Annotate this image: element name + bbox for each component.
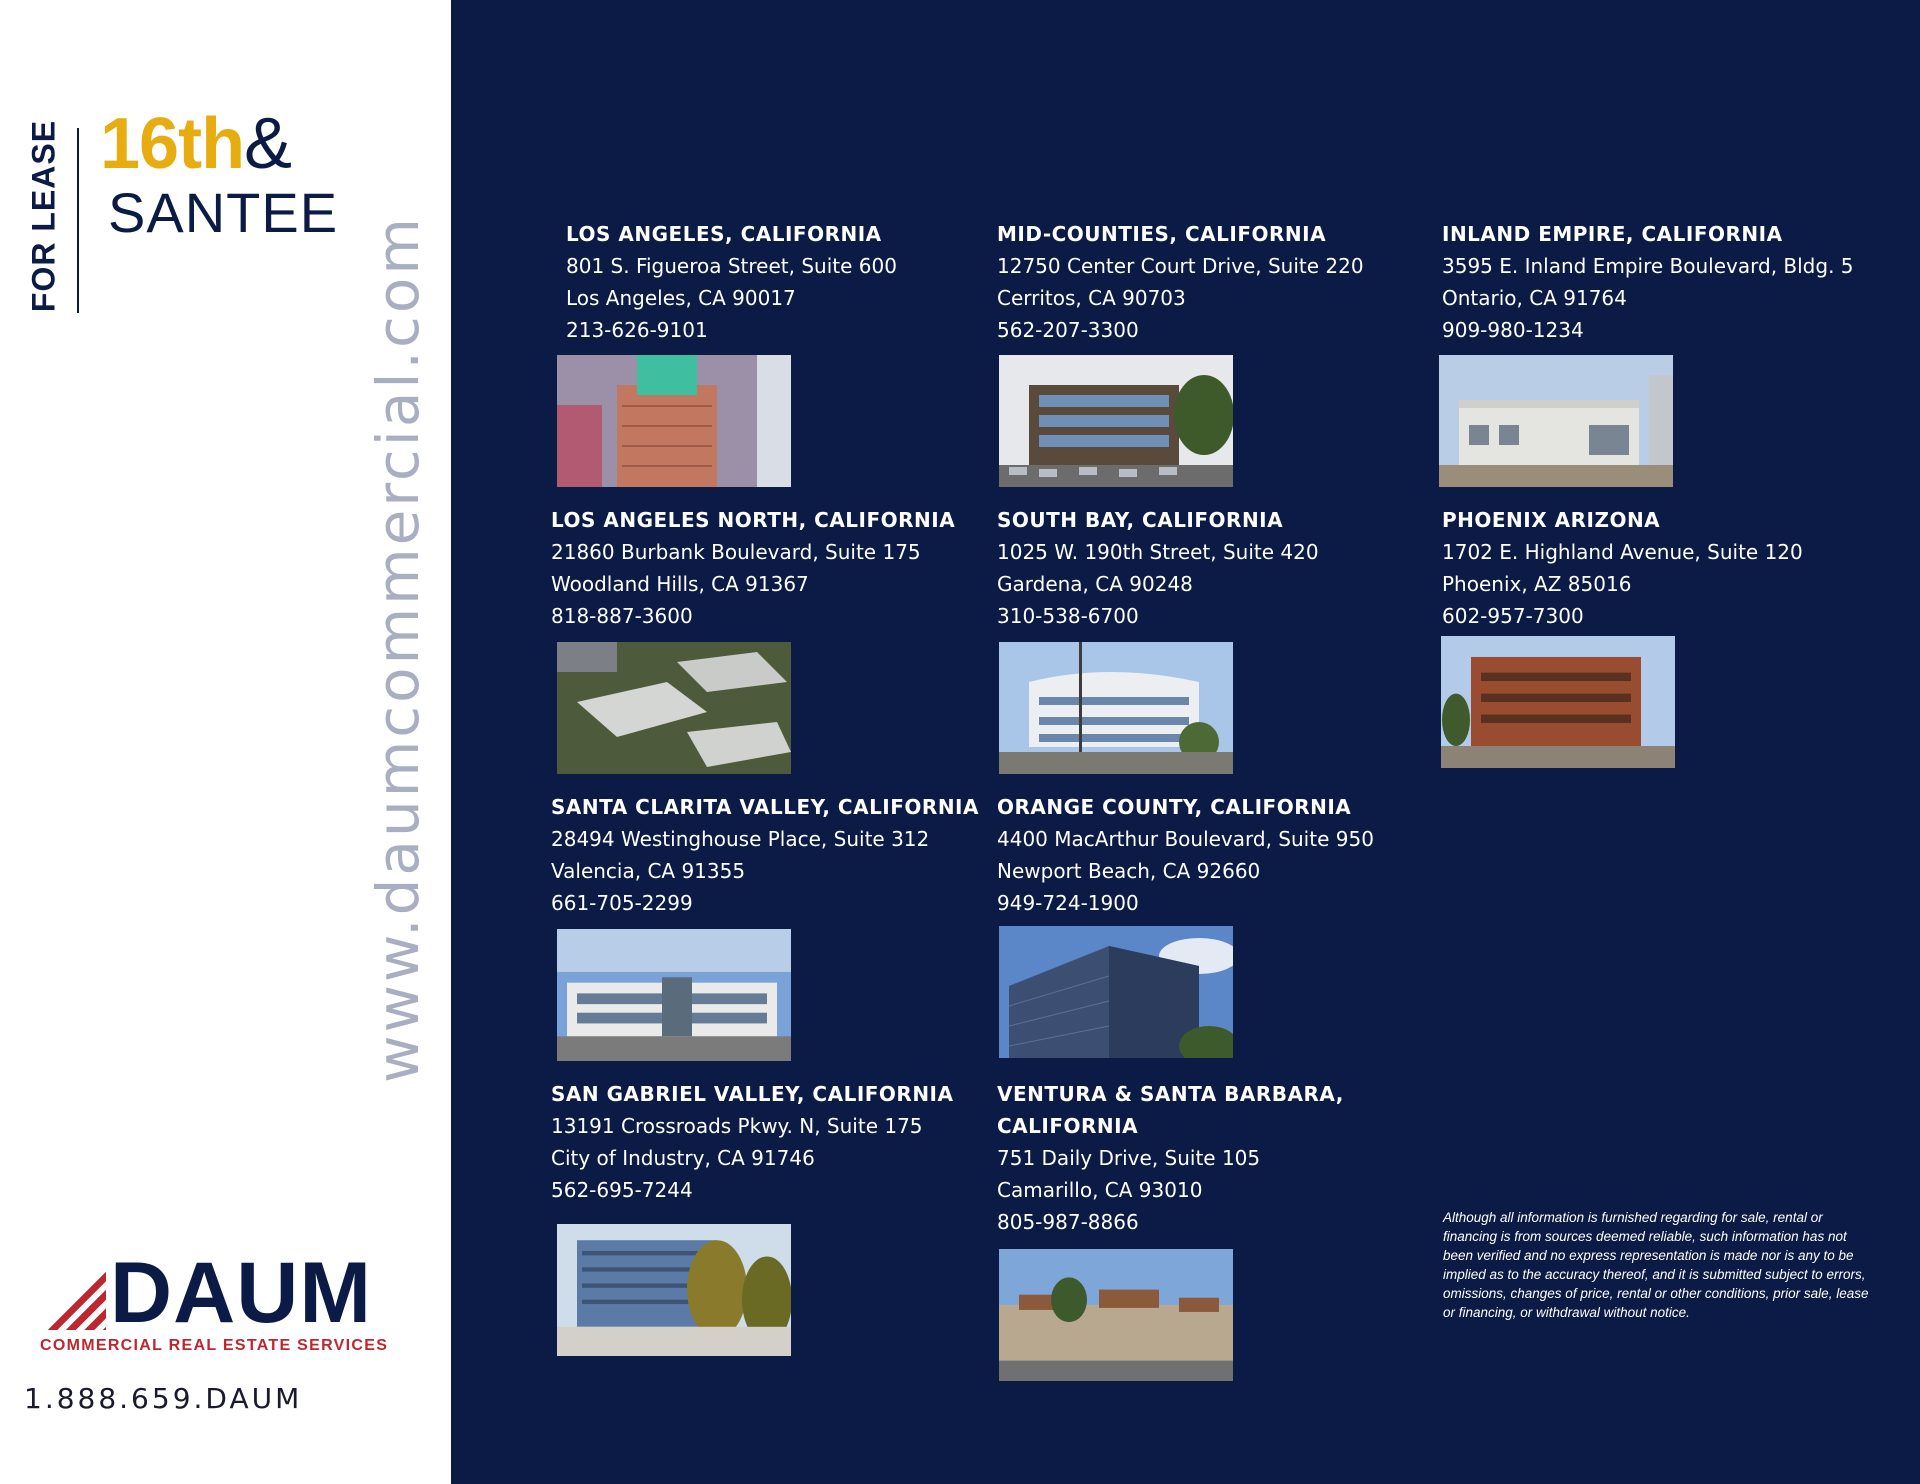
phoenix-building-photo	[1441, 636, 1675, 768]
property-title-line1: 16th&	[100, 104, 292, 184]
office-mid-counties	[997, 218, 1364, 346]
office-address: 751 Daily Drive, Suite 105	[997, 1146, 1261, 1170]
office-address: 28494 Westinghouse Place, Suite 312	[551, 827, 930, 851]
san-gabriel-building-photo	[557, 1224, 791, 1356]
office-phone[interactable]: 562-695-7244	[551, 1178, 693, 1202]
office-city: Gardena, CA 90248	[997, 572, 1193, 596]
office-orange-county	[997, 791, 1374, 919]
office-city: Cerritos, CA 90703	[997, 286, 1186, 310]
property-title-line2: SANTEE	[108, 181, 339, 244]
logo-stripes-icon	[40, 1264, 106, 1330]
sidebar	[0, 0, 451, 1484]
mid-counties-building-photo	[999, 355, 1233, 487]
website-url[interactable]: www.daumcommercial.com	[364, 214, 432, 1083]
office-city: Camarillo, CA 93010	[997, 1178, 1203, 1202]
office-address: 4400 MacArthur Boulevard, Suite 950	[997, 827, 1374, 851]
toll-free-phone[interactable]: 1.888.659.DAUM	[24, 1382, 303, 1415]
office-name: SANTA CLARITA VALLEY, CALIFORNIA	[551, 795, 979, 819]
office-name: LOS ANGELES, CALIFORNIA	[566, 222, 882, 246]
ventura-building-photo	[999, 1249, 1233, 1381]
office-city: Phoenix, AZ 85016	[1442, 572, 1632, 596]
offices-panel	[451, 0, 1920, 1484]
office-city: Ontario, CA 91764	[1442, 286, 1627, 310]
office-name-line1: VENTURA & SANTA BARBARA,	[997, 1082, 1344, 1106]
office-los-angeles-north	[551, 504, 955, 632]
office-name: LOS ANGELES NORTH, CALIFORNIA	[551, 508, 956, 532]
office-phoenix	[1442, 504, 1803, 632]
office-address: 3595 E. Inland Empire Boulevard, Bldg. 5	[1442, 254, 1854, 278]
office-address: 21860 Burbank Boulevard, Suite 175	[551, 540, 921, 564]
office-city: Valencia, CA 91355	[551, 859, 746, 883]
office-ventura-santa-barbara	[997, 1078, 1344, 1238]
office-address: 12750 Center Court Drive, Suite 220	[997, 254, 1364, 278]
santa-clarita-building-photo	[557, 929, 791, 1061]
office-phone[interactable]: 661-705-2299	[551, 891, 693, 915]
los-angeles-tower-photo	[557, 355, 791, 487]
inland-empire-building-photo	[1439, 355, 1673, 487]
office-name-line2: CALIFORNIA	[997, 1114, 1139, 1138]
office-phone[interactable]: 949-724-1900	[997, 891, 1139, 915]
los-angeles-north-aerial-photo	[557, 642, 791, 774]
office-inland-empire	[1442, 218, 1854, 346]
office-phone[interactable]: 562-207-3300	[997, 318, 1139, 342]
for-lease-label: FOR LEASE	[25, 119, 62, 312]
office-address: 1702 E. Highland Avenue, Suite 120	[1442, 540, 1803, 564]
title-divider	[77, 128, 79, 313]
office-address: 801 S. Figueroa Street, Suite 600	[566, 254, 897, 278]
legal-disclaimer: Although all information is furnished regarding for sale, rental or financing is from sources deemed reliable, such information has not been verified and no express representation is made nor is any to be implied as to the accuracy thereof, and it is submitted subject to errors, omissions, changes of price, rental or other conditions, prior sale, lease or financing, or withdrawal without notice.	[1443, 1210, 1869, 1320]
office-san-gabriel	[551, 1078, 953, 1206]
office-phone[interactable]: 805-987-8866	[997, 1210, 1139, 1234]
logo-tagline: COMMERCIAL REAL ESTATE SERVICES	[40, 1337, 389, 1354]
office-name: INLAND EMPIRE, CALIFORNIA	[1442, 222, 1783, 246]
office-city: Woodland Hills, CA 91367	[551, 572, 809, 596]
office-city: Newport Beach, CA 92660	[997, 859, 1261, 883]
office-name: SOUTH BAY, CALIFORNIA	[997, 508, 1284, 532]
office-south-bay	[997, 504, 1319, 632]
office-name: SAN GABRIEL VALLEY, CALIFORNIA	[551, 1082, 954, 1106]
office-los-angeles	[566, 218, 897, 346]
logo-wordmark: DAUM	[110, 1245, 372, 1341]
office-name: PHOENIX ARIZONA	[1442, 508, 1661, 532]
office-address: 13191 Crossroads Pkwy. N, Suite 175	[551, 1114, 923, 1138]
office-phone[interactable]: 310-538-6700	[997, 604, 1139, 628]
daum-logo	[40, 1245, 412, 1354]
office-city: City of Industry, CA 91746	[551, 1146, 815, 1170]
office-name: ORANGE COUNTY, CALIFORNIA	[997, 795, 1352, 819]
orange-county-glass-building-photo	[999, 926, 1233, 1058]
office-city: Los Angeles, CA 90017	[566, 286, 796, 310]
office-phone[interactable]: 602-957-7300	[1442, 604, 1584, 628]
office-phone[interactable]: 909-980-1234	[1442, 318, 1584, 342]
office-phone[interactable]: 213-626-9101	[566, 318, 708, 342]
office-name: MID-COUNTIES, CALIFORNIA	[997, 222, 1327, 246]
office-phone[interactable]: 818-887-3600	[551, 604, 693, 628]
office-santa-clarita	[551, 791, 979, 919]
south-bay-building-photo	[999, 642, 1233, 774]
office-address: 1025 W. 190th Street, Suite 420	[997, 540, 1319, 564]
